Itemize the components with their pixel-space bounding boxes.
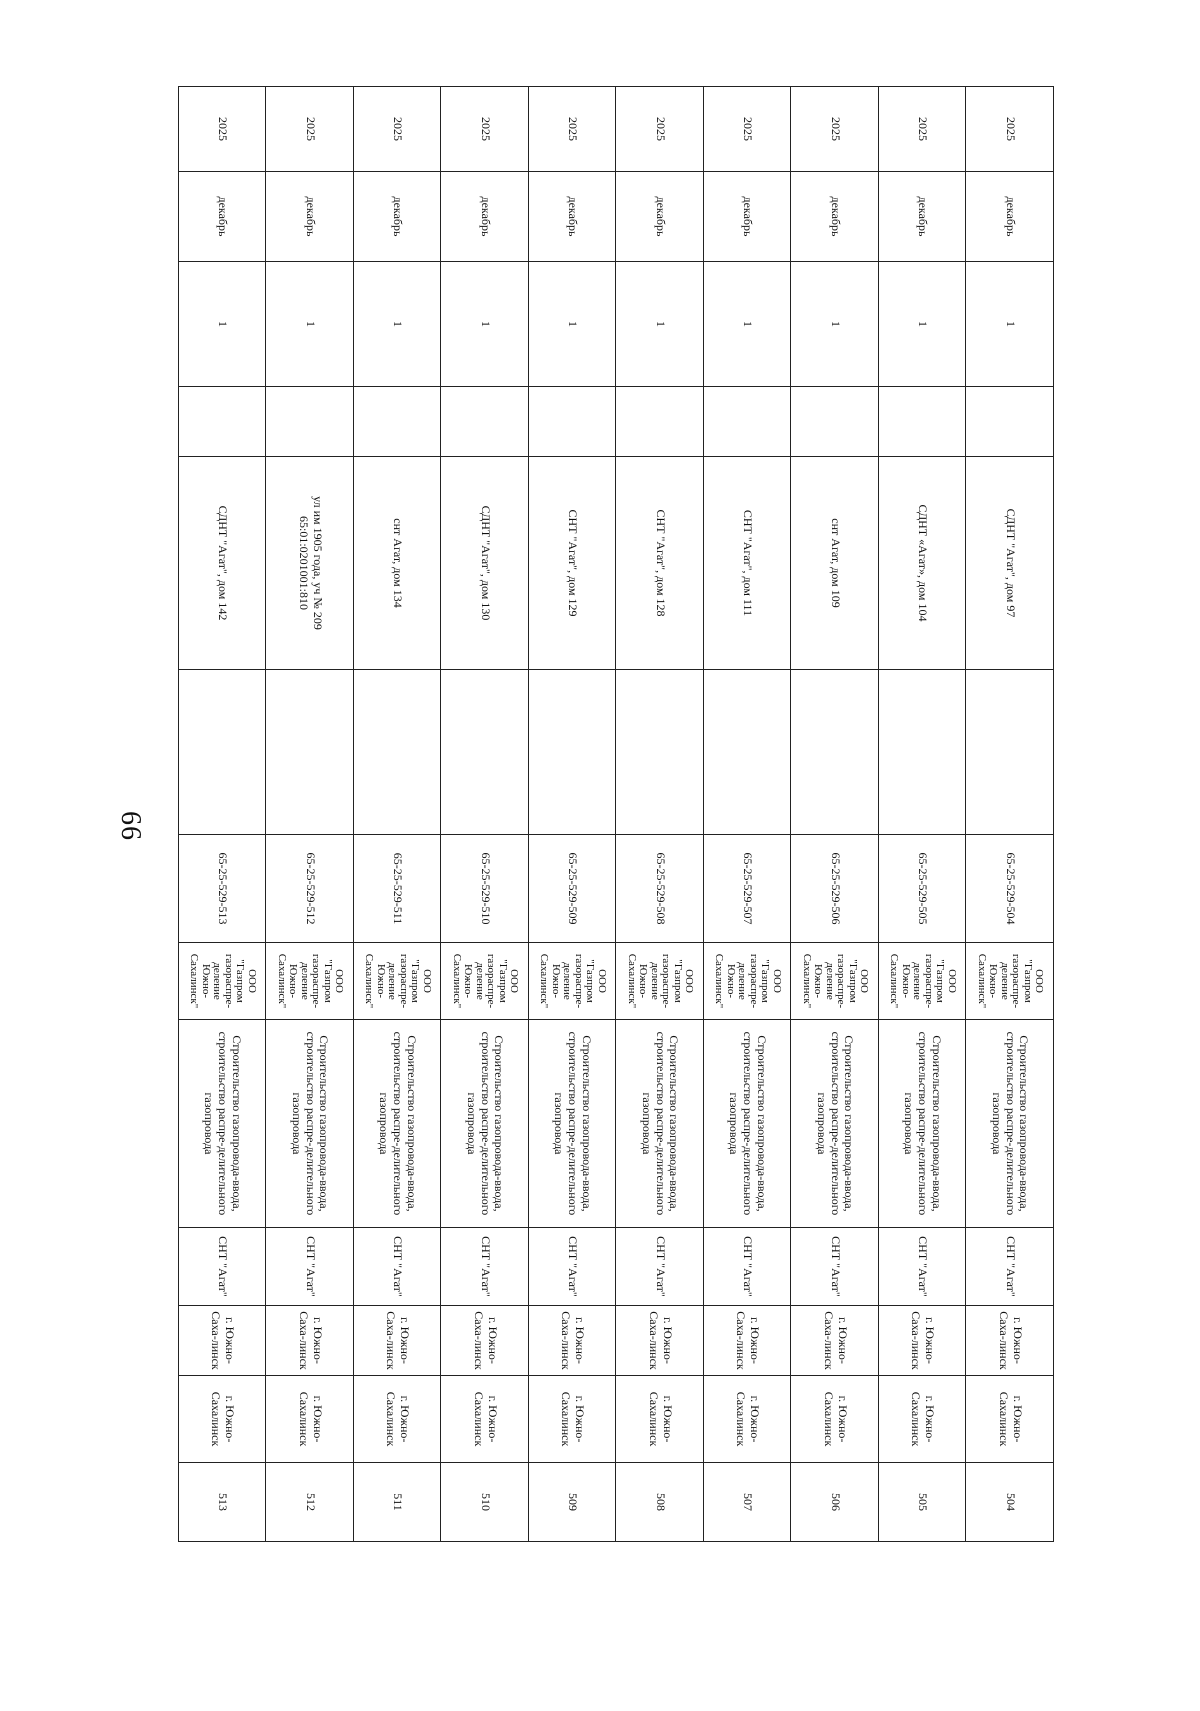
row-number-cell: 504 bbox=[966, 1463, 1054, 1542]
year-cell: 2025 bbox=[616, 87, 704, 172]
address-cell: СДНТ "Агат", дом 130 bbox=[441, 457, 529, 670]
empty-cell bbox=[266, 670, 354, 835]
object-code-cell: 65-25-529-511 bbox=[354, 835, 442, 943]
address-cell: СДНТ "Агат", дом 142 bbox=[179, 457, 267, 670]
owner-cell: ООО "Газпром газораспре-деление Южно-Сахалинск" bbox=[266, 943, 354, 1020]
row-number-cell: 509 bbox=[529, 1463, 617, 1542]
month-cell: декабрь bbox=[354, 172, 442, 262]
row-number-cell: 505 bbox=[879, 1463, 967, 1542]
quantity-cell: 1 bbox=[441, 262, 529, 387]
registry-table bbox=[178, 86, 1054, 1542]
table-row bbox=[179, 87, 267, 1542]
table-row bbox=[616, 87, 704, 1542]
settlement-cell: СНТ "Агат" bbox=[441, 1228, 529, 1306]
month-cell: декабрь bbox=[441, 172, 529, 262]
object-code-cell: 65-25-529-513 bbox=[179, 835, 267, 943]
city-cell: г. Южно-Сахалинск bbox=[354, 1376, 442, 1463]
quantity-cell: 1 bbox=[179, 262, 267, 387]
empty-cell bbox=[966, 387, 1054, 457]
settlement-cell: СНТ "Агат" bbox=[966, 1228, 1054, 1306]
settlement-cell: СНТ "Агат" bbox=[179, 1228, 267, 1306]
empty-cell bbox=[354, 387, 442, 457]
empty-cell bbox=[704, 387, 792, 457]
city-cell: г. Южно-Сахалинск bbox=[179, 1376, 267, 1463]
address-cell: СНТ "Агат", дом 111 bbox=[704, 457, 792, 670]
empty-cell bbox=[179, 387, 267, 457]
month-cell: декабрь bbox=[616, 172, 704, 262]
year-cell: 2025 bbox=[966, 87, 1054, 172]
year-cell: 2025 bbox=[179, 87, 267, 172]
city-cell: г. Южно-Сахалинск bbox=[266, 1376, 354, 1463]
month-cell: декабрь bbox=[179, 172, 267, 262]
city-cell: г. Южно-Сахалинск bbox=[966, 1376, 1054, 1463]
quantity-cell: 1 bbox=[616, 262, 704, 387]
quantity-cell: 1 bbox=[704, 262, 792, 387]
empty-cell bbox=[441, 670, 529, 835]
city-cell: г. Южно-Сахалинск bbox=[879, 1376, 967, 1463]
work-description-cell: Строительство газопровода-ввода, строительство распре-делительного газопровода bbox=[179, 1020, 267, 1228]
table-row bbox=[791, 87, 879, 1542]
work-description-cell: Строительство газопровода-ввода, строительство распре-делительного газопровода bbox=[266, 1020, 354, 1228]
row-number-cell: 513 bbox=[179, 1463, 267, 1542]
address-cell: СДНТ "Агат", дом 97 bbox=[966, 457, 1054, 670]
empty-cell bbox=[529, 670, 617, 835]
work-description-cell: Строительство газопровода-ввода, строительство распре-делительного газопровода bbox=[354, 1020, 442, 1228]
year-cell: 2025 bbox=[879, 87, 967, 172]
year-cell: 2025 bbox=[704, 87, 792, 172]
month-cell: декабрь bbox=[529, 172, 617, 262]
month-cell: декабрь bbox=[704, 172, 792, 262]
settlement-cell: СНТ "Агат" bbox=[354, 1228, 442, 1306]
address-cell: СДНТ «Агат», дом 104 bbox=[879, 457, 967, 670]
city-cell: г. Южно-Сахалинск bbox=[791, 1376, 879, 1463]
month-cell: декабрь bbox=[791, 172, 879, 262]
city-short-cell: г. Южно-Саха-линск bbox=[616, 1306, 704, 1376]
settlement-cell: СНТ "Агат" bbox=[266, 1228, 354, 1306]
settlement-cell: СНТ "Агат" bbox=[529, 1228, 617, 1306]
address-cell: СНТ "Агат", дом 128 bbox=[616, 457, 704, 670]
table-row bbox=[529, 87, 617, 1542]
empty-cell bbox=[966, 670, 1054, 835]
table-row bbox=[354, 87, 442, 1542]
owner-cell: ООО "Газпром газораспре-деление Южно-Сахалинск" bbox=[791, 943, 879, 1020]
settlement-cell: СНТ "Агат" bbox=[616, 1228, 704, 1306]
table-row bbox=[266, 87, 354, 1542]
quantity-cell: 1 bbox=[966, 262, 1054, 387]
empty-cell bbox=[354, 670, 442, 835]
owner-cell: ООО "Газпром газораспре-деление Южно-Сахалинск" bbox=[441, 943, 529, 1020]
empty-cell bbox=[704, 670, 792, 835]
page-number: 66 bbox=[115, 811, 146, 841]
year-cell: 2025 bbox=[354, 87, 442, 172]
table-row bbox=[879, 87, 967, 1542]
object-code-cell: 65-25-529-504 bbox=[966, 835, 1054, 943]
empty-cell bbox=[791, 670, 879, 835]
city-short-cell: г. Южно-Саха-линск bbox=[529, 1306, 617, 1376]
row-number-cell: 512 bbox=[266, 1463, 354, 1542]
year-cell: 2025 bbox=[529, 87, 617, 172]
row-number-cell: 511 bbox=[354, 1463, 442, 1542]
owner-cell: ООО "Газпром газораспре-деление Южно-Сахалинск" bbox=[966, 943, 1054, 1020]
address-cell: СНТ "Агат", дом 129 bbox=[529, 457, 617, 670]
empty-cell bbox=[791, 387, 879, 457]
city-cell: г. Южно-Сахалинск bbox=[529, 1376, 617, 1463]
month-cell: декабрь bbox=[879, 172, 967, 262]
row-number-cell: 507 bbox=[704, 1463, 792, 1542]
work-description-cell: Строительство газопровода-ввода, строительство распре-делительного газопровода bbox=[879, 1020, 967, 1228]
settlement-cell: СНТ "Агат" bbox=[791, 1228, 879, 1306]
month-cell: декабрь bbox=[966, 172, 1054, 262]
owner-cell: ООО "Газпром газораспре-деление Южно-Сахалинск" bbox=[529, 943, 617, 1020]
owner-cell: ООО "Газпром газораспре-деление Южно-Сахалинск" bbox=[879, 943, 967, 1020]
month-cell: декабрь bbox=[266, 172, 354, 262]
address-cell: ул им 1905 года, уч № 209 65:01:0201001:810 bbox=[266, 457, 354, 670]
settlement-cell: СНТ "Агат" bbox=[879, 1228, 967, 1306]
quantity-cell: 1 bbox=[354, 262, 442, 387]
work-description-cell: Строительство газопровода-ввода, строительство распре-делительного газопровода bbox=[529, 1020, 617, 1228]
city-cell: г. Южно-Сахалинск bbox=[616, 1376, 704, 1463]
city-short-cell: г. Южно-Саха-линск bbox=[704, 1306, 792, 1376]
row-number-cell: 510 bbox=[441, 1463, 529, 1542]
table-row bbox=[704, 87, 792, 1542]
table-row bbox=[441, 87, 529, 1542]
year-cell: 2025 bbox=[791, 87, 879, 172]
empty-cell bbox=[179, 670, 267, 835]
quantity-cell: 1 bbox=[791, 262, 879, 387]
city-short-cell: г. Южно-Саха-линск bbox=[441, 1306, 529, 1376]
object-code-cell: 65-25-529-510 bbox=[441, 835, 529, 943]
empty-cell bbox=[616, 670, 704, 835]
table-row bbox=[966, 87, 1054, 1542]
work-description-cell: Строительство газопровода-ввода, строительство распре-делительного газопровода bbox=[704, 1020, 792, 1228]
object-code-cell: 65-25-529-506 bbox=[791, 835, 879, 943]
empty-cell bbox=[879, 387, 967, 457]
city-short-cell: г. Южно-Саха-линск bbox=[179, 1306, 267, 1376]
registry-body bbox=[179, 87, 1054, 1542]
city-short-cell: г. Южно-Саха-линск bbox=[354, 1306, 442, 1376]
owner-cell: ООО "Газпром газораспре-деление Южно-Сахалинск" bbox=[179, 943, 267, 1020]
year-cell: 2025 bbox=[441, 87, 529, 172]
registry-table-wrapper bbox=[178, 86, 1054, 1541]
empty-cell bbox=[266, 387, 354, 457]
empty-cell bbox=[879, 670, 967, 835]
owner-cell: ООО "Газпром газораспре-деление Южно-Сахалинск" bbox=[704, 943, 792, 1020]
work-description-cell: Строительство газопровода-ввода, строительство распре-делительного газопровода bbox=[966, 1020, 1054, 1228]
quantity-cell: 1 bbox=[879, 262, 967, 387]
year-cell: 2025 bbox=[266, 87, 354, 172]
city-cell: г. Южно-Сахалинск bbox=[704, 1376, 792, 1463]
object-code-cell: 65-25-529-509 bbox=[529, 835, 617, 943]
owner-cell: ООО "Газпром газораспре-деление Южно-Сахалинск" bbox=[354, 943, 442, 1020]
work-description-cell: Строительство газопровода-ввода, строительство распре-делительного газопровода bbox=[616, 1020, 704, 1228]
settlement-cell: СНТ "Агат" bbox=[704, 1228, 792, 1306]
city-cell: г. Южно-Сахалинск bbox=[441, 1376, 529, 1463]
empty-cell bbox=[616, 387, 704, 457]
object-code-cell: 65-25-529-508 bbox=[616, 835, 704, 943]
row-number-cell: 508 bbox=[616, 1463, 704, 1542]
address-cell: снт Агат, дом 134 bbox=[354, 457, 442, 670]
quantity-cell: 1 bbox=[529, 262, 617, 387]
city-short-cell: г. Южно-Саха-линск bbox=[791, 1306, 879, 1376]
work-description-cell: Строительство газопровода-ввода, строительство распре-делительного газопровода bbox=[791, 1020, 879, 1228]
empty-cell bbox=[529, 387, 617, 457]
city-short-cell: г. Южно-Саха-линск bbox=[966, 1306, 1054, 1376]
object-code-cell: 65-25-529-505 bbox=[879, 835, 967, 943]
city-short-cell: г. Южно-Саха-линск bbox=[879, 1306, 967, 1376]
work-description-cell: Строительство газопровода-ввода, строительство распре-делительного газопровода bbox=[441, 1020, 529, 1228]
address-cell: снт Агат, дом 109 bbox=[791, 457, 879, 670]
object-code-cell: 65-25-529-512 bbox=[266, 835, 354, 943]
city-short-cell: г. Южно-Саха-линск bbox=[266, 1306, 354, 1376]
empty-cell bbox=[441, 387, 529, 457]
quantity-cell: 1 bbox=[266, 262, 354, 387]
object-code-cell: 65-25-529-507 bbox=[704, 835, 792, 943]
owner-cell: ООО "Газпром газораспре-деление Южно-Сахалинск" bbox=[616, 943, 704, 1020]
row-number-cell: 506 bbox=[791, 1463, 879, 1542]
